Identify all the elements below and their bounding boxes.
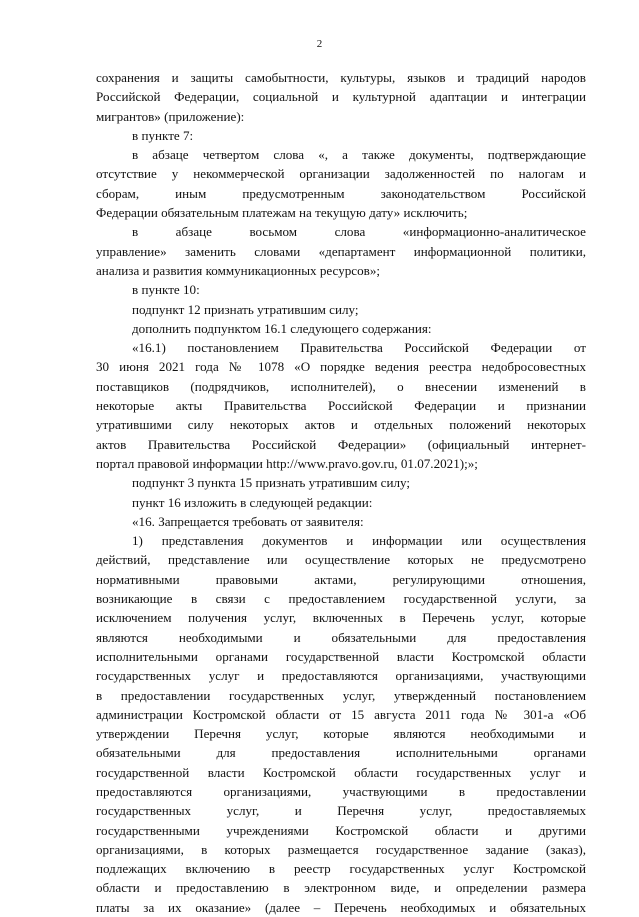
text-line: подпункт 12 признать утратившим силу; xyxy=(132,301,359,317)
text-line: в предоставлении государственных услуг, утвержденный постановлением xyxy=(96,687,586,703)
text-line: мигрантов» (приложение): xyxy=(96,108,245,124)
text-line: сборам, иным предусмотренным законодательством Российской xyxy=(96,185,586,201)
text-line: в пункте 10: xyxy=(132,282,200,298)
text-line: администрации Костромской области от 15 августа 2011 года № 301-а «Об xyxy=(96,706,586,722)
text-line: нормативными правовыми актами, регулирующими отношения, xyxy=(96,571,586,587)
text-line: портал правовой информации http://www.pravo.gov.ru, 01.07.2021);»; xyxy=(96,455,478,471)
text-line: являются необходимыми и обязательными для предоставления xyxy=(96,629,586,645)
text-line: обязательными для предоставления исполнительными органами xyxy=(96,745,586,761)
text-line: сохранения и защиты самобытности, культуры, языков и традиций народов xyxy=(96,70,586,85)
text-line: пункт 16 изложить в следующей редакции: xyxy=(132,494,373,510)
text-line: поставщиков (подрядчиков, исполнителей), о внесении изменений в xyxy=(96,378,586,394)
text-line: дополнить подпунктом 16.1 следующего содержания: xyxy=(132,320,432,336)
text-line: в абзаце четвертом слова «, а также документы, подтверждающие xyxy=(132,147,586,163)
text-line: «16. Запрещается требовать от заявителя: xyxy=(132,513,364,529)
text-line: исключением получения услуг, включенных в Перечень услуг, которые xyxy=(96,610,586,626)
text-line: государственных услуг и предоставляются организациями, участвующими xyxy=(96,668,586,684)
text-line: «16.1) постановлением Правительства Российской Федерации от xyxy=(132,340,586,356)
text-line: 1) представления документов и информации или осуществления xyxy=(132,533,586,549)
document-body xyxy=(96,68,586,917)
text-line: области и предоставлению в электронном виде, и определении размера xyxy=(96,880,586,896)
text-line: государственными учреждениями Костромской области и другими xyxy=(96,822,586,838)
text-line: некоторые акты Правительства Российской Федерации и признании xyxy=(96,398,586,414)
text-line: платы за их оказание» (далее – Перечень необходимых и обязательных xyxy=(96,899,586,915)
text-line: предоставляются организациями, участвующими в предоставлении xyxy=(96,783,586,799)
text-line: в пункте 7: xyxy=(132,127,194,143)
text-line: утратившими силу некоторых актов и отдельных положений некоторых xyxy=(96,417,586,433)
text-line: организациями, в которых размещается государственное задание (заказ), xyxy=(96,841,586,857)
text-line: актов Правительства Российской Федерации» (официальный интернет- xyxy=(96,436,586,452)
text-line: Российской Федерации, социальной и культурной адаптации и интеграции xyxy=(96,89,586,105)
text-line: исполнительными органами государственной власти Костромской области xyxy=(96,648,586,664)
text-line: управление» заменить словами «департамент информационной политики, xyxy=(96,243,586,259)
text-line: возникающие в связи с предоставлением государственной услуги, за xyxy=(96,591,586,607)
text-line: государственных услуг, и Перечня услуг, предоставляемых xyxy=(96,803,586,819)
text-line: государственной власти Костромской области государственных услуг и xyxy=(96,764,586,780)
text-line: анализа и развития коммуникационных ресурсов»; xyxy=(96,262,381,278)
text-line: действий, представление или осуществление которых не предусмотрено xyxy=(96,552,586,568)
page-number: 2 xyxy=(316,38,323,50)
text-line: подпункт 3 пункта 15 признать утратившим силу; xyxy=(132,475,411,491)
text-line: подлежащих включению в реестр государственных услуг Костромской xyxy=(96,861,586,877)
text-line: 30 июня 2021 года № 1078 «О порядке ведения реестра недобросовестных xyxy=(96,359,586,375)
text-line: утверждении Перечня услуг, которые являются необходимыми и xyxy=(96,726,586,742)
text-line: отсутствие у некоммерческой организации задолженностей по налогам и xyxy=(96,166,586,182)
text-line: в абзаце восьмом слова «информационно-аналитическое xyxy=(132,224,586,240)
text-line: Федерации обязательным платежам на текущую дату» исключить; xyxy=(96,205,468,221)
